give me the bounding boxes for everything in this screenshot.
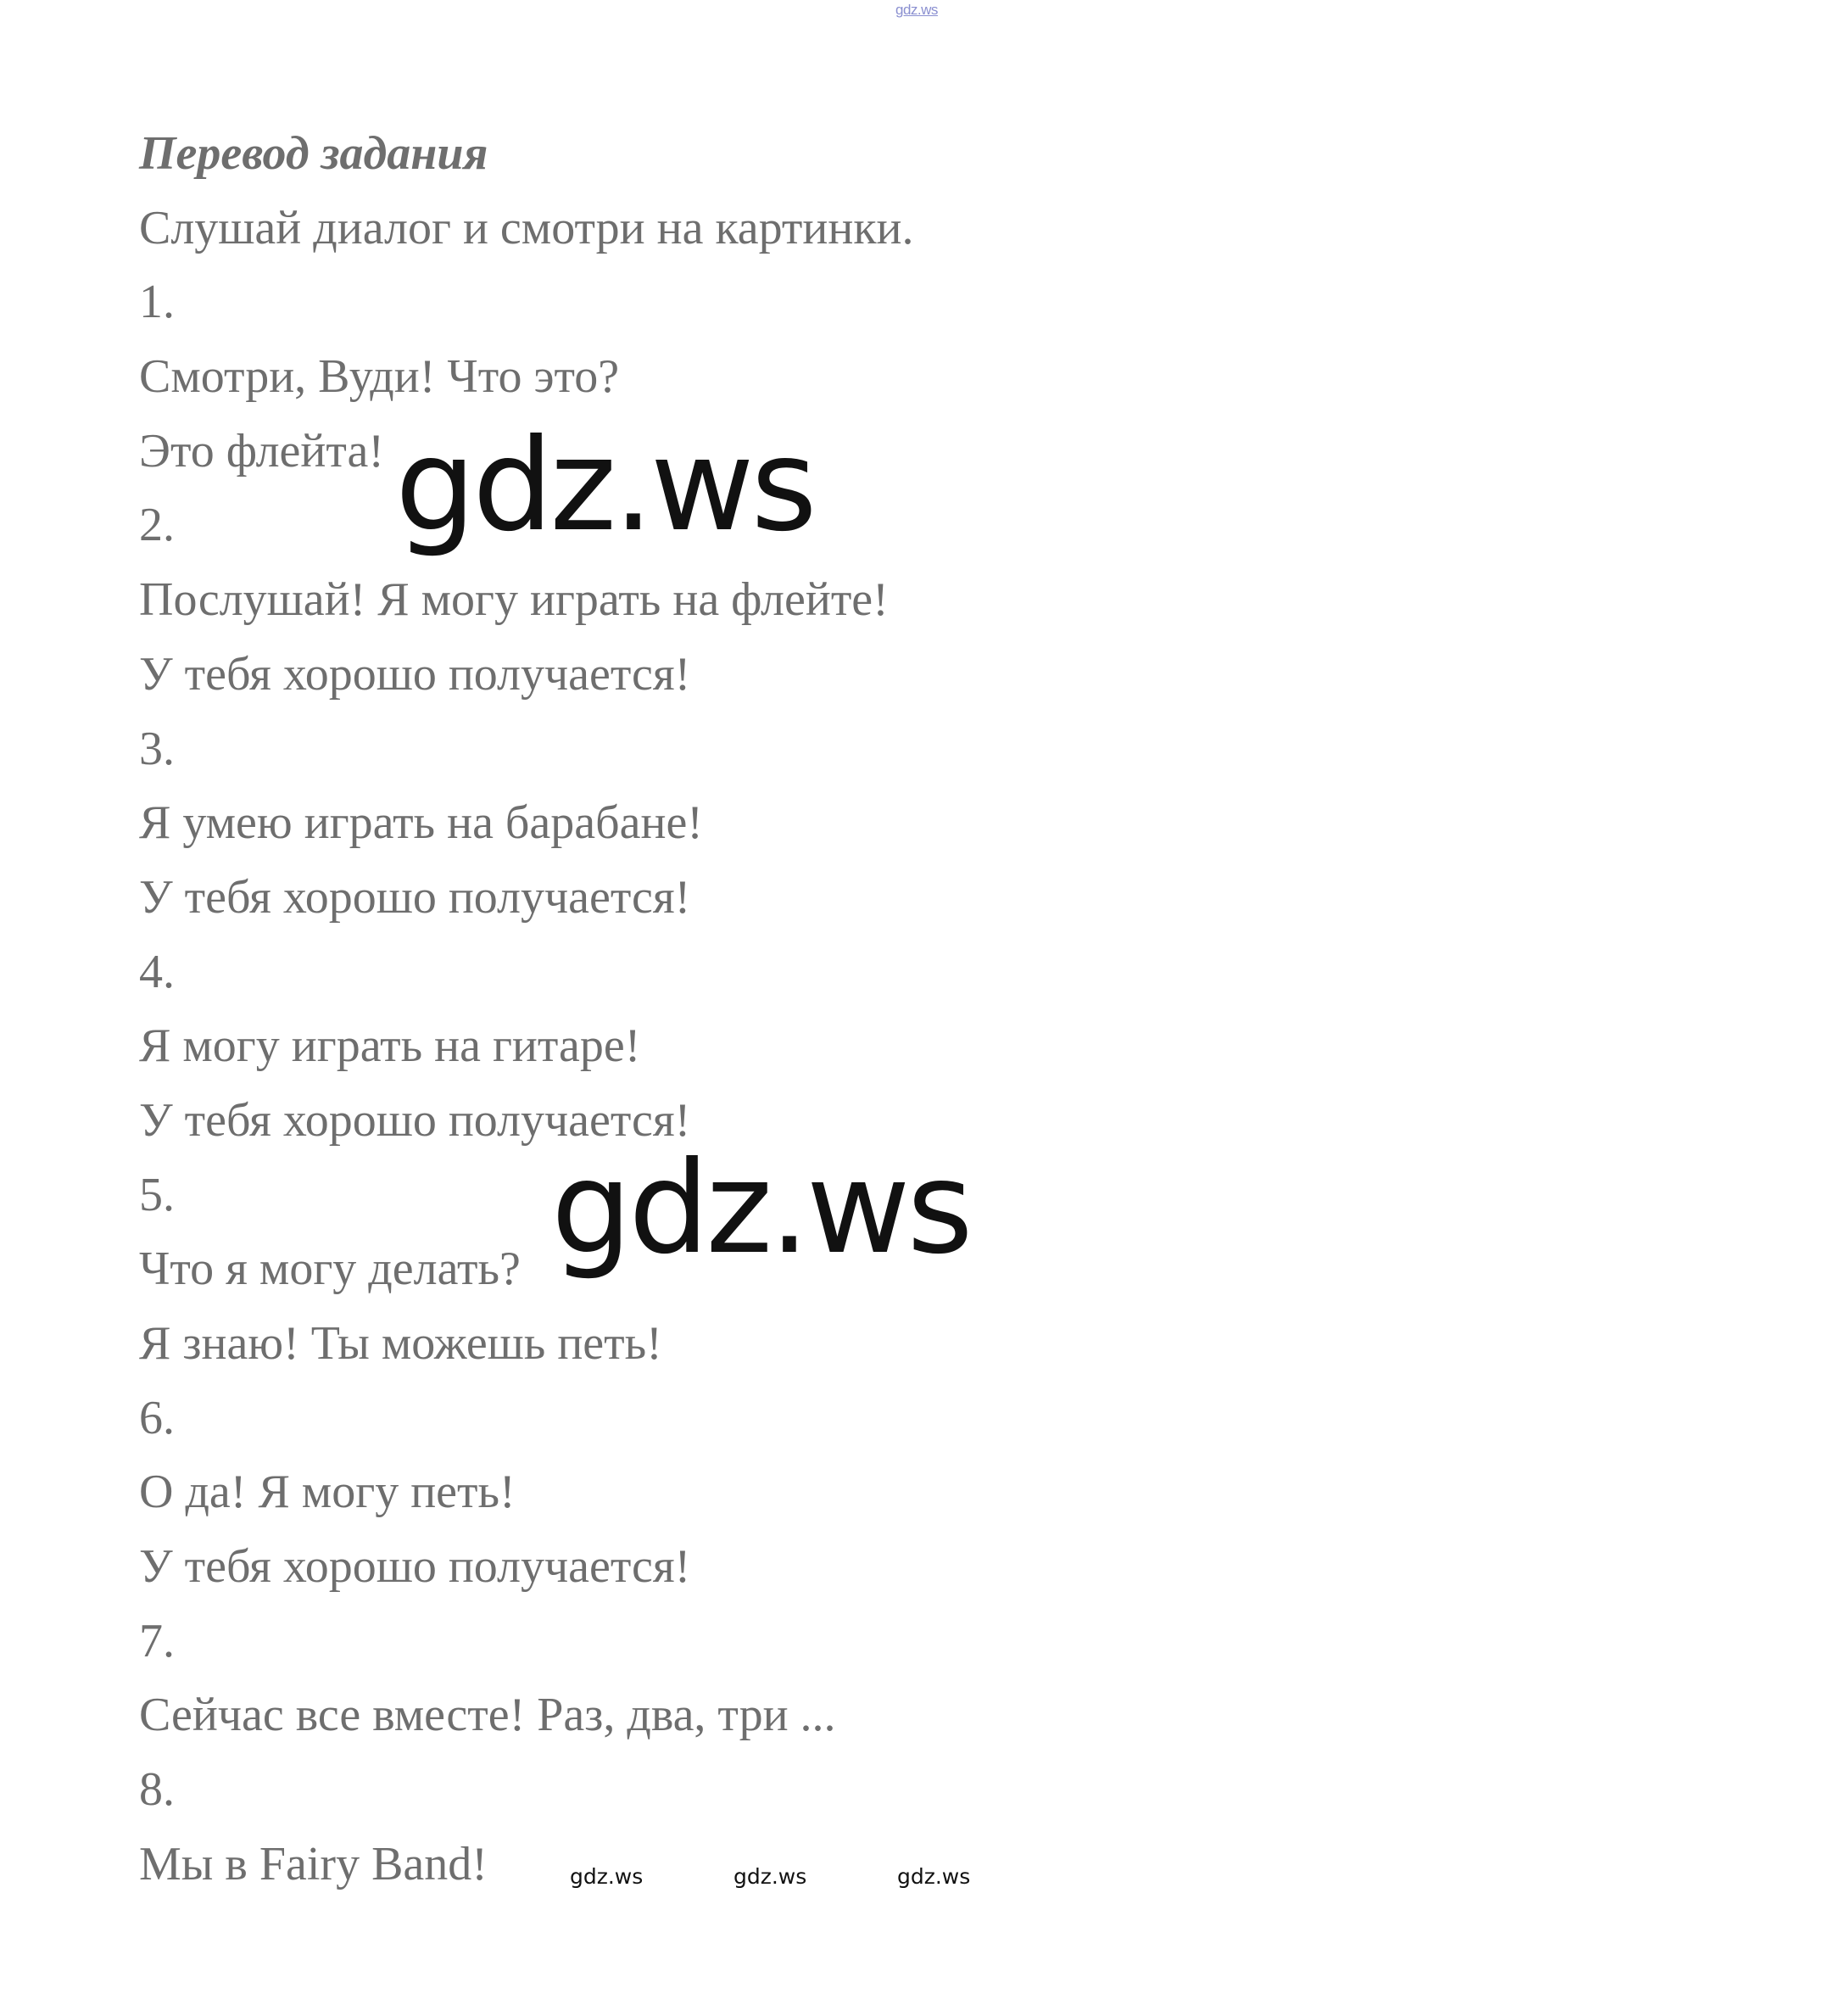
item-number: 2.: [139, 499, 175, 552]
document-body: [139, 117, 1411, 1902]
item-number: 8.: [139, 1763, 175, 1817]
watermark-small: gdz.ws: [897, 1864, 971, 1889]
watermark-small: gdz.ws: [570, 1864, 644, 1889]
text-line: У тебя хорошо получается!: [139, 647, 691, 701]
text-line: Сейчас все вместе! Раз, два, три ...: [139, 1689, 836, 1742]
document-heading: Перевод задания: [139, 127, 488, 180]
text-line: Слушай диалог и смотри на картинки.: [139, 201, 914, 254]
text-line: Это флейта!: [139, 424, 385, 477]
text-line: У тебя хорошо получается!: [139, 1093, 691, 1147]
text-line: У тебя хорошо получается!: [139, 870, 691, 924]
text-line: Послушай! Я могу играть на флейте!: [139, 573, 889, 627]
item-number: 7.: [139, 1614, 175, 1667]
top-watermark-link[interactable]: gdz.ws: [895, 2, 938, 18]
item-number: 4.: [139, 945, 175, 998]
text-line: Я умею играть на барабане!: [139, 796, 703, 850]
text-line: Смотри, Вуди! Что это?: [139, 350, 620, 404]
text-line: Я знаю! Ты можешь петь!: [139, 1317, 662, 1370]
watermark-small: gdz.ws: [734, 1864, 807, 1889]
item-number: 3.: [139, 722, 175, 775]
text-line: Что я могу делать?: [139, 1243, 521, 1296]
watermark-large: gdz.ws: [551, 1135, 970, 1282]
text-line: У тебя хорошо получается!: [139, 1540, 691, 1594]
watermark-large: gdz.ws: [395, 412, 814, 560]
item-number: 1.: [139, 276, 175, 329]
item-number: 6.: [139, 1391, 175, 1444]
text-line: Мы в Fairy Band!: [139, 1837, 488, 1890]
text-line: О да! Я могу петь!: [139, 1466, 516, 1519]
text-line: Я могу играть на гитаре!: [139, 1019, 641, 1073]
item-number: 5.: [139, 1168, 175, 1221]
